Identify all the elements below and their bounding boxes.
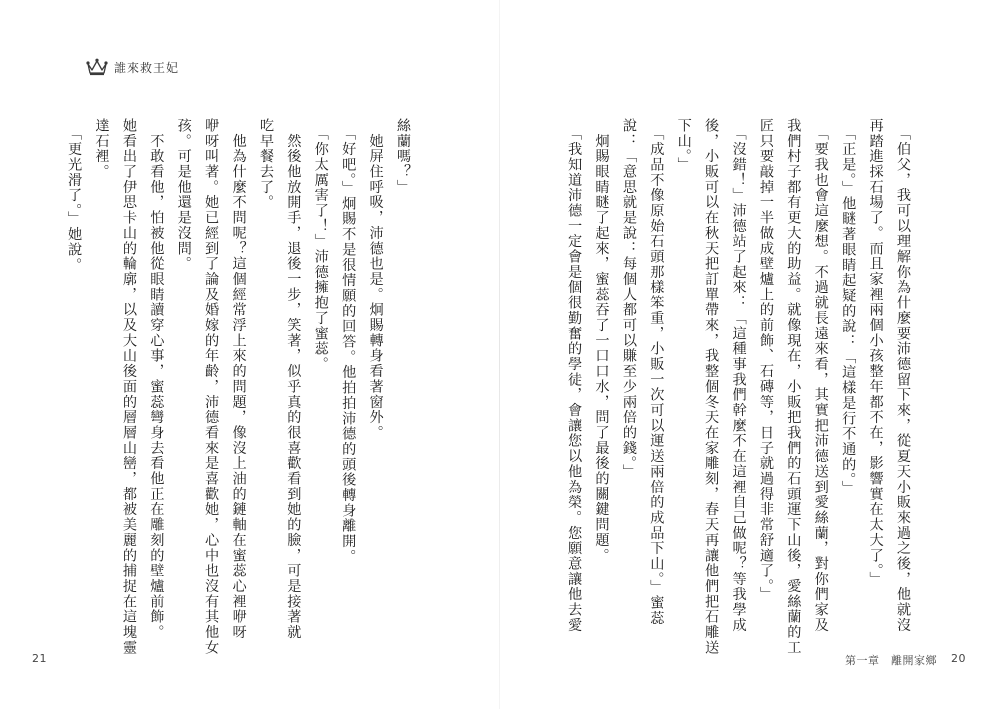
text-line: 她看出了伊思卡山的輪廓，以及大山後面的層層山巒，都被美麗的捕捉在這塊靈: [120, 118, 137, 656]
text-line: 吃早餐去了。: [257, 118, 274, 211]
right-page: [500, 0, 1000, 709]
text-line: 「成品不像原始石頭那樣笨重，小販一次可以運送兩倍的成品下山。」蜜蕊: [648, 118, 665, 626]
text-line: 下山。」: [675, 118, 692, 173]
text-line: 「我知道沛德一定會是個很勤奮的學徒，會讓您以他為榮。您願意讓他去愛: [566, 118, 583, 633]
left-page-number: 21: [32, 652, 47, 665]
running-header: [86, 56, 179, 78]
text-line: 不敢看他，怕被他從眼睛讀穿心事，蜜蕊彎身去看他正在雕刻的壁爐前飾。: [148, 118, 165, 640]
text-line: 「你太厲害了！」沛德擁抱了蜜蕊。: [312, 118, 329, 372]
text-line: 然後他放開手，退後一步，笑著，似乎真的很喜歡看到她的臉，可是接著就: [285, 118, 302, 640]
right-page-text: [560, 118, 916, 656]
text-line: 「正是。」他瞇著眼睛起疑的說：「這樣是行不通的。」: [840, 118, 857, 496]
text-line: 炯賜眼睛瞇了起來，蜜蕊吞了一口口水，問了最後的關鍵問題。: [593, 118, 610, 564]
text-line: 達石裡。: [93, 118, 110, 180]
text-line: 她屏住呼吸，沛德也是。炯賜轉身看著窗外。: [367, 118, 384, 441]
book-title: 誰來救王妃: [114, 60, 180, 75]
text-line: 他為什麼不問呢？這個經常浮上來的問題，像沒上油的鏈軸在蜜蕊心裡咿呀: [230, 118, 247, 640]
left-page-text: [60, 118, 416, 656]
chapter-label: 第一章 離開家鄉: [845, 654, 937, 667]
text-line: 「沒錯！」沛德站了起來：「這種事我們幹麼不在這裡自己做呢？等我學成: [730, 118, 747, 633]
text-line: 咿呀叫著。她已經到了論及婚嫁的年齡，沛德看來是喜歡她，心中也沒有其他女: [203, 118, 220, 656]
text-line: 「好吧。」炯賜不是很情願的回答。他拍拍沛德的頭後轉身離開。: [340, 118, 357, 565]
text-line: 說：「意思就是說：每個人都可以賺至少兩倍的錢。」: [620, 118, 637, 480]
text-line: 後，小販可以在秋天把訂單帶來，我整個冬天在家雕刻，春天再讓他們把石雕送: [703, 118, 720, 656]
right-page-number: 20: [951, 652, 966, 665]
text-line: 匠只要敲掉一半做成壁爐上的前飾、石磚等，日子就過得非常舒適了。」: [757, 118, 774, 603]
text-line: 「要我也會這麼想。不過就長遠來看，其實把沛德送到愛絲蘭，對你們家及: [812, 118, 829, 633]
text-line: 「伯父，我可以理解你為什麼要沛德留下來，從夏天小販來過之後，他就沒: [895, 118, 911, 633]
right-page-footer: [845, 652, 966, 668]
text-line: 再踏進採石場了。而且家裡兩個小孩整年都不在，影響實在太大了。」: [867, 118, 884, 587]
text-line: 孩。可是他還是沒問。: [175, 118, 192, 272]
text-line: 「更光滑了。」她說。: [66, 118, 83, 273]
text-line: 我們村子都有更大的助益。就像現在，小販把我們的石頭運下山後，愛絲蘭的工: [785, 118, 802, 656]
crown-icon: [86, 58, 108, 76]
text-line: 絲蘭嗎？」: [395, 118, 411, 195]
